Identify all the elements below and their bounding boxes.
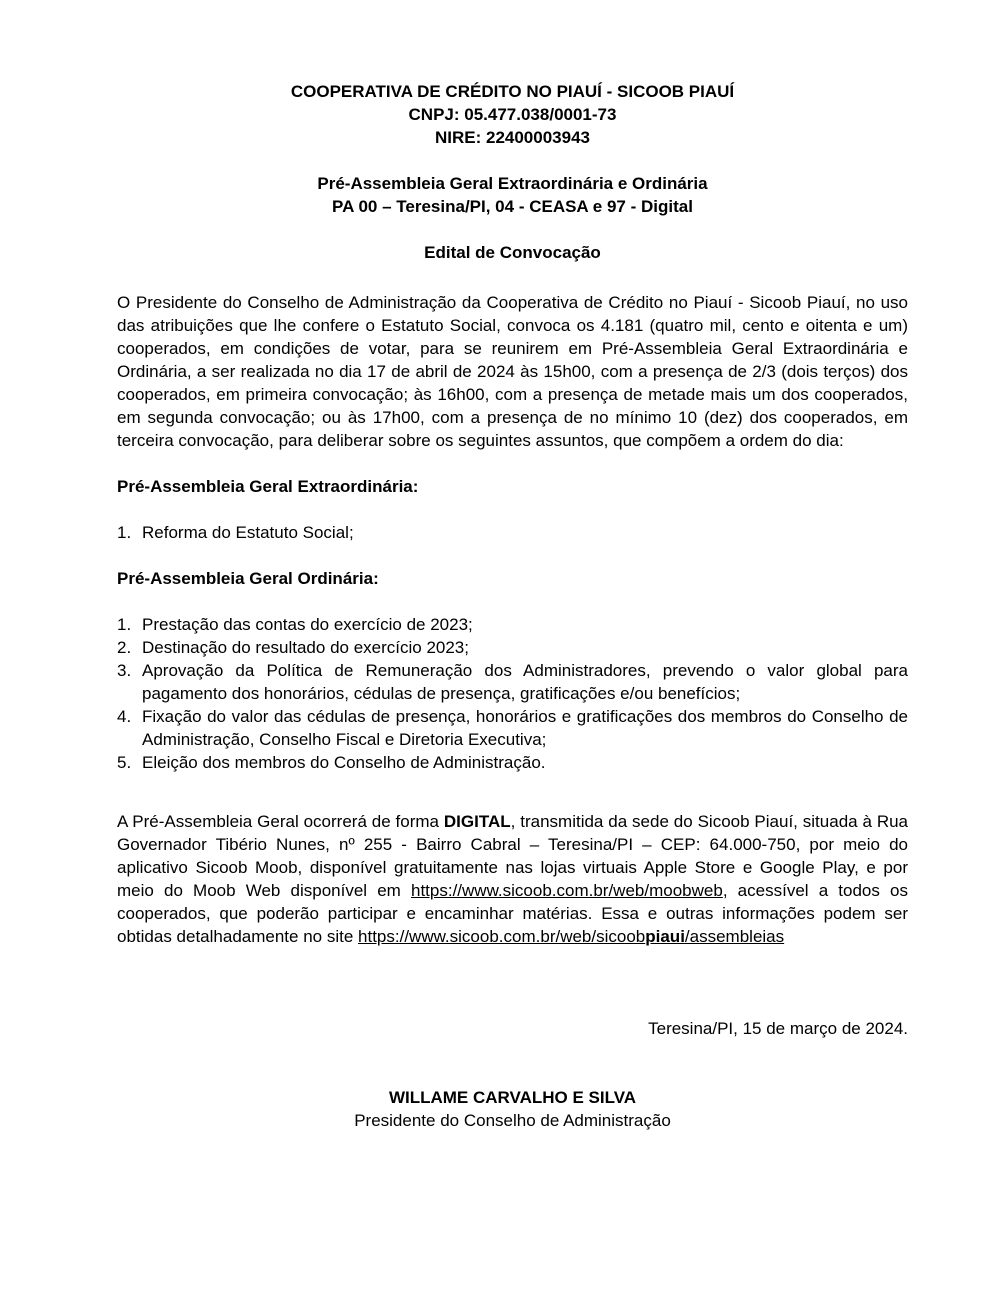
moobweb-link[interactable]: https://www.sicoob.com.br/web/moobweb — [411, 881, 723, 900]
digital-text-seg3: , acessível a todos os cooperados, que poderão participar e encaminhar matérias. Essa e outras informações podem ser obtidas detalhadamente no site — [117, 881, 908, 946]
list-item-text: Prestação das contas do exercício de 2023; — [142, 615, 473, 634]
list-item — [117, 659, 908, 705]
signature-role: Presidente do Conselho de Administração — [354, 1111, 671, 1130]
list-item — [117, 751, 908, 774]
sicoobpiaui-link-post[interactable]: /assembleias — [684, 927, 785, 946]
list-item — [117, 636, 908, 659]
section-heading-extraordinaria: Pré-Assembleia Geral Extraordinária: — [117, 477, 419, 496]
list-item — [117, 521, 908, 544]
sicoobpiaui-link-pre[interactable]: https://www.sicoob.com.br/web/sicoob — [358, 927, 646, 946]
org-name: COOPERATIVA DE CRÉDITO NO PIAUÍ - SICOOB PIAUÍ — [290, 82, 735, 101]
list-item-number: 4. — [117, 707, 132, 726]
section-heading-ordinaria: Pré-Assembleia Geral Ordinária: — [117, 569, 379, 588]
list-item-number: 1. — [117, 615, 132, 634]
list-item-text: Destinação do resultado do exercício 2023; — [142, 638, 469, 657]
signature-name: WILLAME CARVALHO E SILVA — [388, 1088, 637, 1107]
org-nire: NIRE: 22400003943 — [434, 128, 590, 147]
list-item-text: Eleição dos membros do Conselho de Administração. — [142, 753, 546, 772]
date-line: Teresina/PI, 15 de março de 2024. — [648, 1019, 908, 1038]
sicoobpiaui-assembleias-link[interactable] — [358, 927, 784, 946]
sicoobpiaui-link-bold[interactable]: piaui — [645, 927, 685, 946]
digital-text-seg1: A Pré-Assembleia Geral ocorrerá de forma — [117, 812, 444, 831]
list-item-number: 5. — [117, 753, 132, 772]
extraordinaria-list — [117, 521, 908, 544]
digital-paragraph — [117, 810, 908, 948]
doc-title: Edital de Convocação — [424, 243, 601, 262]
list-item-number: 3. — [117, 661, 132, 680]
list-item-text: Fixação do valor das cédulas de presença, honorários e gratificações dos membros do Conselho de Administração, Conselho Fiscal e Diretoria Executiva; — [142, 707, 908, 749]
org-cnpj: CNPJ: 05.477.038/0001-73 — [408, 105, 617, 124]
list-item-number: 2. — [117, 638, 132, 657]
list-item — [117, 705, 908, 751]
digital-bold-text: DIGITAL — [443, 812, 511, 831]
assembly-title-line2: PA 00 – Teresina/PI, 04 - CEASA e 97 - Digital — [332, 197, 693, 216]
ordinaria-list — [117, 613, 908, 774]
assembly-title-line1: Pré-Assembleia Geral Extraordinária e Ordinária — [317, 174, 708, 193]
list-item — [117, 613, 908, 636]
intro-paragraph: O Presidente do Conselho de Administração da Cooperativa de Crédito no Piauí - Sicoob Piauí, no uso das atribuições que lhe confere o Estatuto Social, convoca os 4.181 (quatro mil, cento e oitenta e um) cooperados, em condições de votar, para se reunirem em Pré-Assembleia Geral Extraordinária e Ordinária, a ser realizada no dia 17 de abril de 2024 às 15h00, com a presença de 2/3 (dois terços) dos cooperados, em primeira convocação; às 16h00, com a presença de metade mais um dos cooperados, em segunda convocação; ou às 17h00, com a presença de no mínimo 10 (dez) dos cooperados, em terceira convocação, para deliberar sobre os seguintes assuntos, que compõem a ordem do dia: — [117, 293, 908, 450]
signature-block — [117, 1086, 908, 1132]
assembly-title — [117, 172, 908, 218]
digital-text-seg2: , transmitida da sede do Sicoob Piauí, situada à Rua Governador Tibério Nunes, nº 255 - Bairro Cabral – Teresina/PI – CEP: 64.000-750, por meio do aplicativo Sicoob Moob, disponível gratuitamente nas lojas virtuais Apple Store e Google Play, e por meio do Moob Web disponível em — [117, 812, 909, 900]
list-item-text: Aprovação da Política de Remuneração dos Administradores, prevendo o valor global para pagamento dos honorários, cédulas de presença, gratificações e/ou benefícios; — [142, 661, 908, 703]
document-header — [117, 80, 908, 264]
list-item-number: 1. — [117, 523, 132, 542]
list-item-text: Reforma do Estatuto Social; — [142, 523, 354, 542]
